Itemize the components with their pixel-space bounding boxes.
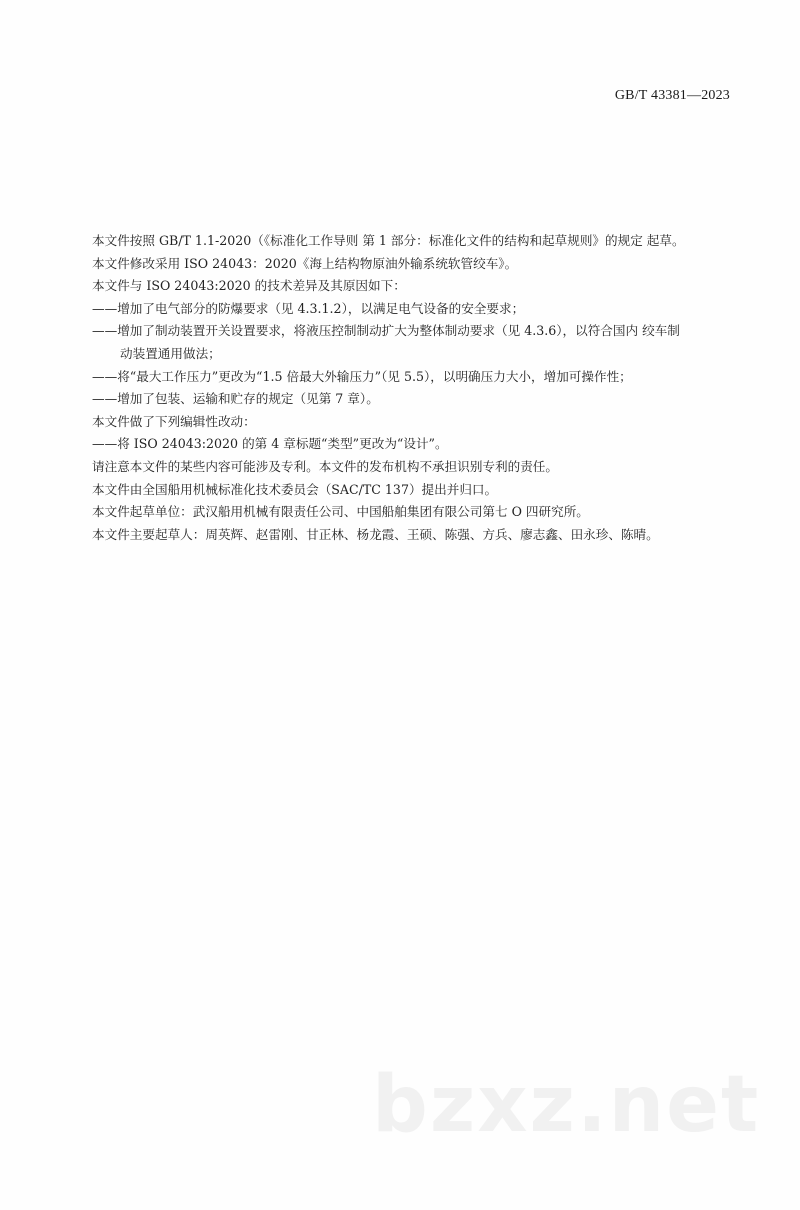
list-item [92, 320, 742, 365]
list-item [92, 298, 742, 321]
foreword-paragraph-proposer: 本文件由全国船用机械标准化技术委员会（SAC/TC 137）提出并归口。 [92, 481, 498, 497]
list-item [92, 388, 742, 411]
foreword-paragraph-editorial-changes: 本文件做了下列编辑性改动： [92, 413, 256, 429]
list-item-continuation: 动装置通用做法； [120, 345, 221, 361]
foreword-paragraph-drafters: 本文件主要起草人：周英辉、赵雷刚、甘正林、杨龙霞、王硕、陈强、方兵、廖志鑫、田永珍、陈晴。 [92, 526, 659, 542]
list-item-text: ——增加了制动装置开关设置要求，将液压控制制动扩大为整体制动要求（见 4.3.6），以符合国内 绞车制 [92, 323, 680, 339]
list-item [92, 366, 742, 389]
foreword-paragraph-drafting-rules: 本文件按照 GB/T 1.1-2020（《标准化工作导则 第 1 部分：标准化文件的结构和起草规则》的规定 起草。 [92, 233, 685, 248]
foreword-paragraph-tech-differences: 本文件与 ISO 24043:2020 的技术差异及其原因如下： [92, 278, 406, 294]
list-item-text: ——将“最大工作压力”更改为“1.5 倍最大外输压力”（见 5.5），以明确压力大小，增加可操作性； [92, 368, 632, 384]
list-item-text: ——增加了包装、运输和贮存的规定（见第 7 章）。 [92, 391, 379, 407]
list-item [92, 433, 742, 456]
foreword-paragraph-patent-notice: 请注意本文件的某些内容可能涉及专利。本文件的发布机构不承担识别专利的责任。 [92, 458, 558, 474]
foreword-paragraph-adoption: 本文件修改采用 ISO 24043：2020《海上结构物原油外输系统软管绞车》。 [92, 255, 518, 271]
list-item-text: ——增加了电气部分的防爆要求（见 4.3.1.2），以满足电气设备的安全要求； [92, 300, 525, 316]
list-item-text: ——将 ISO 24043:2020 的第 4 章标题“类型”更改为“设计”。 [92, 436, 448, 452]
standard-number: GB/T 43381—2023 [614, 88, 730, 103]
watermark: bzxz.net [372, 1060, 761, 1150]
foreword-paragraph-drafting-units: 本文件起草单位：武汉船用机械有限责任公司、中国船舶集团有限公司第七 O 四研究所。 [92, 504, 589, 520]
foreword-body [92, 230, 742, 546]
